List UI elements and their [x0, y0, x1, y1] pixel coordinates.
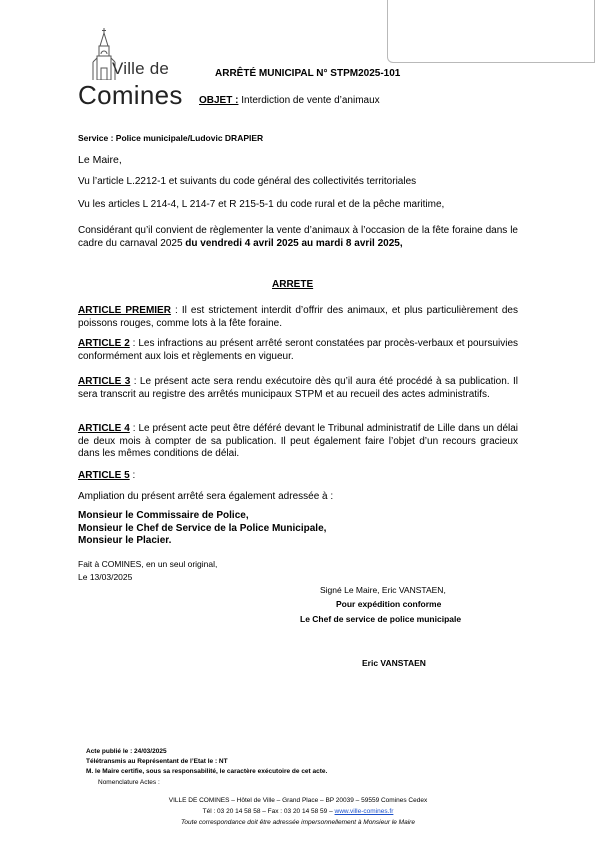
recipient-list: [78, 510, 518, 548]
maire-line: Le Maire,: [78, 154, 122, 166]
considerant-paragraph: [78, 225, 518, 250]
logo-text-comines: Comines: [78, 80, 183, 110]
footer-teletransmis: Télétransmis au Représentant de l’Etat le : NT: [86, 758, 228, 765]
recipient-chef-service: Monsieur le Chef de Service de la Police Municipale,: [78, 522, 327, 534]
article-label: ARTICLE 4: [78, 423, 130, 434]
article-label: ARTICLE 2: [78, 338, 130, 349]
signature-signe: Signé Le Maire, Eric VANSTAEN,: [320, 585, 446, 595]
article-text: : Les infractions au présent arrêté seront constatées par procès-verbaux et poursuivies conformément aux lois et règlements en vigueur.: [78, 338, 519, 362]
considerant-dates: du vendredi 4 avril 2025 au mardi 8 avril 2025,: [185, 237, 403, 249]
footer-phone-fax: Tél : 03 20 14 58 58 – Fax : 03 20 14 58 59 –: [202, 808, 335, 815]
footer-notice: Toute correspondance doit être adressée impersonnellement à Monsieur le Maire: [181, 819, 415, 826]
article-premier: [78, 305, 518, 330]
objet-label: OBJET :: [199, 95, 239, 106]
article-label: ARTICLE PREMIER: [78, 305, 171, 316]
article-3: [78, 376, 518, 401]
vu-line-2: Vu les articles L 214-4, L 214-7 et R 215-5-1 du code rural et de la pêche maritime,: [78, 199, 445, 210]
article-text: :: [129, 470, 136, 481]
article-label: ARTICLE 3: [78, 376, 131, 387]
fait-line: Fait à COMINES, en un seul original,: [78, 559, 218, 569]
considerant-text: Considérant qu’il convient de règlementer la vente d’animaux à l’occasion de la fête foraine dans le cadre du carnaval 2025: [78, 225, 518, 249]
signature-name: Eric VANSTAEN: [362, 658, 426, 668]
service-line: Service : Police municipale/Ludovic DRAPIER: [78, 133, 264, 143]
signature-chef: Le Chef de service de police municipale: [300, 614, 462, 624]
article-2: [78, 338, 518, 363]
article-4: [78, 423, 518, 461]
stamp-box: [387, 0, 595, 63]
ampliation-line: Ampliation du présent arrêté sera également adressée à :: [78, 491, 334, 502]
footer-address: VILLE DE COMINES – Hôtel de Ville – Grand Place – BP 20039 – 59559 Comines Cedex: [168, 797, 428, 804]
article-label: ARTICLE 5: [78, 470, 130, 481]
article-text: : Le présent acte peut être déféré devant le Tribunal administratif de Lille dans un délai de deux mois à compter de sa publication. Il peut également faire l’objet d’un recours gracieux dans les mêmes conditions de délai.: [78, 423, 519, 459]
footer-publie: Acte publié le : 24/03/2025: [86, 748, 167, 755]
recipient-placier: Monsieur le Placier.: [78, 535, 172, 546]
objet-line: [199, 95, 380, 106]
recipient-commissaire: Monsieur le Commissaire de Police,: [78, 510, 249, 521]
date-line: Le 13/03/2025: [78, 572, 133, 582]
article-text: : Il est strictement interdit d’offrir des animaux, et plus particulièrement des poissons rouges, comme lots à la fête foraine.: [78, 305, 518, 329]
objet-text: Interdiction de vente d’animaux: [238, 95, 380, 106]
footer-contact: [78, 808, 518, 815]
article-5: [78, 470, 518, 483]
document-title: ARRÊTÉ MUNICIPAL N° STPM2025-101: [215, 68, 401, 79]
website-link[interactable]: www.ville-comines.fr: [334, 808, 394, 815]
signature-expedition: Pour expédition conforme: [336, 599, 442, 609]
footer-certifie: M. le Maire certifie, sous sa responsabilité, le caractère exécutoire de cet acte.: [86, 768, 328, 775]
vu-line-1: Vu l’article L.2212-1 et suivants du code général des collectivités territoriales: [78, 176, 417, 187]
arrete-heading: ARRETE: [272, 279, 314, 290]
logo-text-ville: Ville de: [112, 59, 170, 78]
article-text: : Le présent acte sera rendu exécutoire dès qu’il aura été procédé à sa publication. Il sera transcrit au registre des arrêtés municipaux STPM et au recueil des actes administratifs.: [78, 376, 518, 400]
footer-nomenclature: Nomenclature Actes :: [98, 779, 160, 786]
